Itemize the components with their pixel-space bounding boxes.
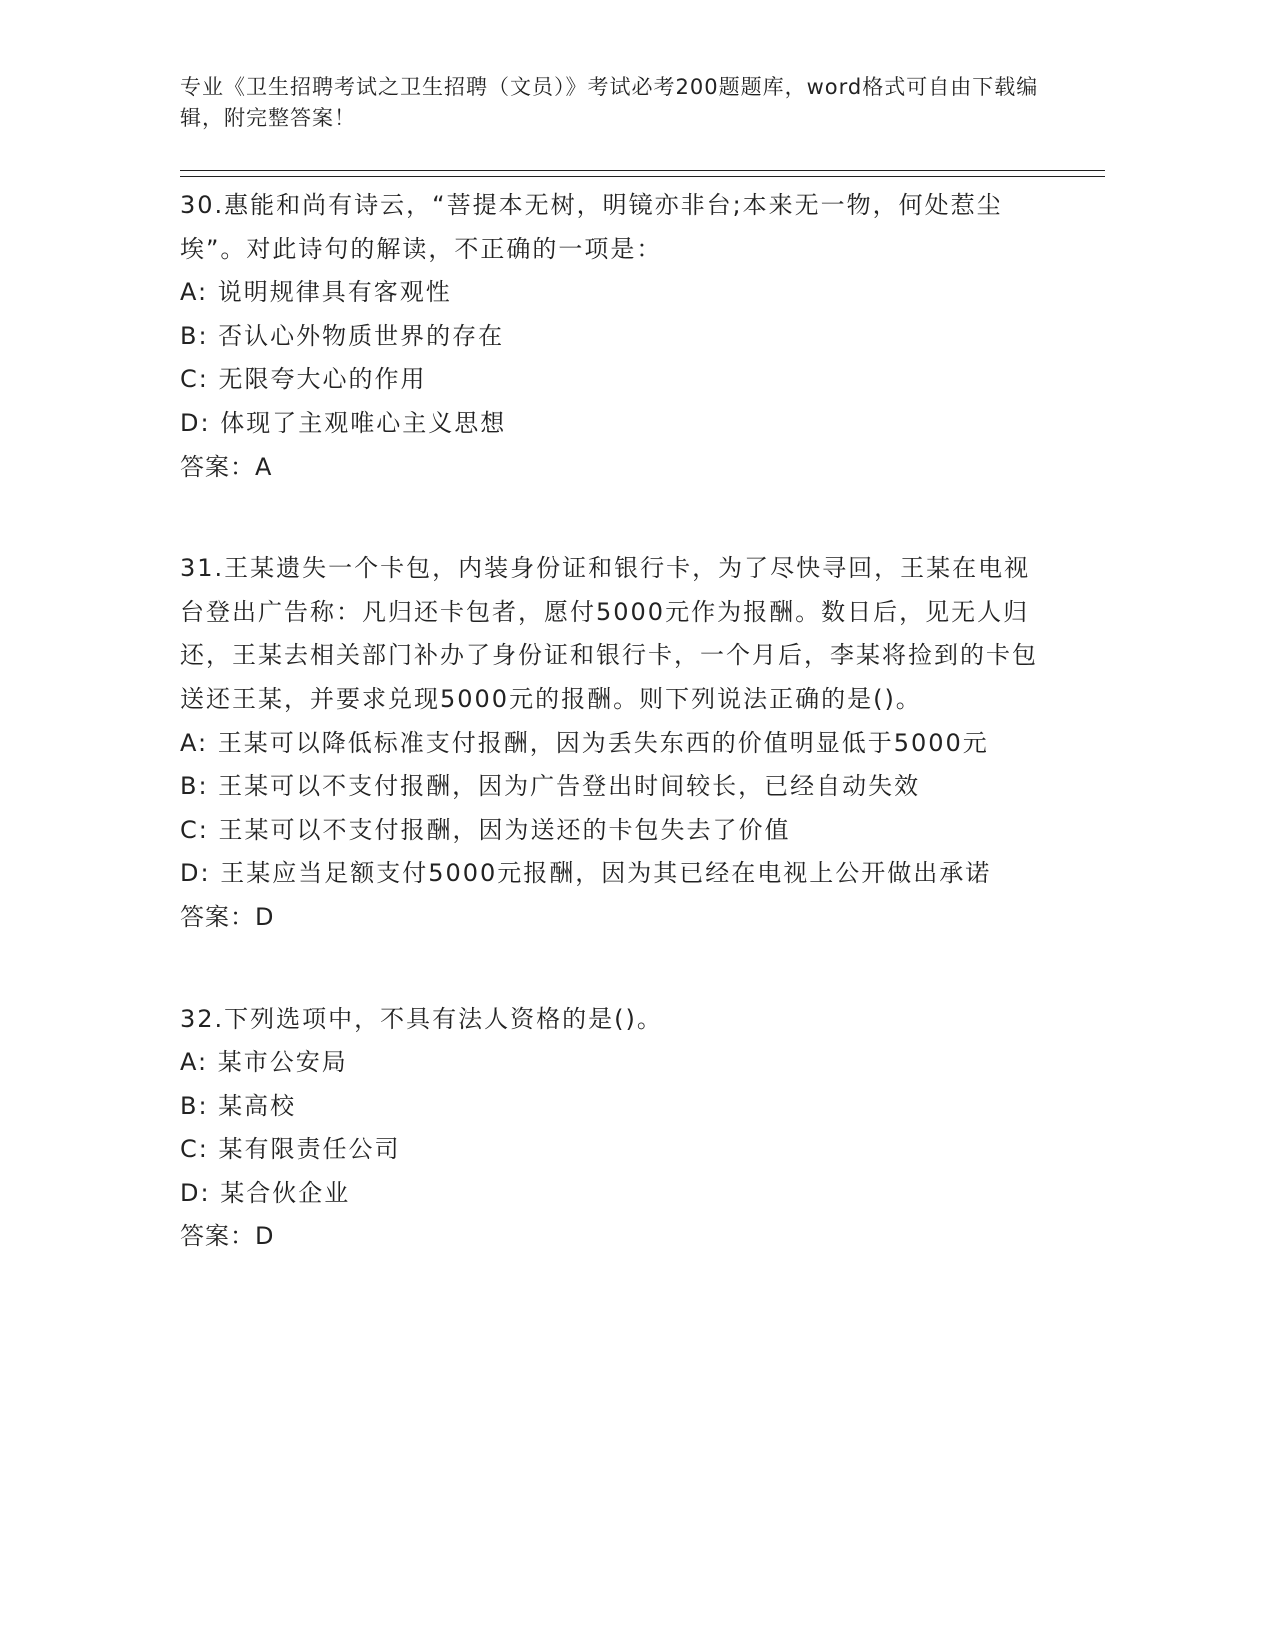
question-stem: 30.惠能和尚有诗云，“菩提本无树，明镜亦非台;本来无一物，何处惹尘埃”。对此诗句的解读，不正确的一项是： (180, 191, 1003, 263)
document-header: 专业《卫生招聘考试之卫生招聘（文员）》考试必考200题题库，word格式可自由下载编辑，附完整答案！ (180, 75, 1039, 130)
option-d: D: 体现了主观唯心主义思想 (180, 408, 507, 437)
option-a: A: 说明规律具有客观性 (180, 278, 452, 307)
option-a: A: 王某可以降低标准支付报酬，因为丢失东西的价值明显低于5000元 (180, 728, 989, 757)
question-stem: 32.下列选项中，不具有法人资格的是()。 (180, 1004, 663, 1033)
header-divider-bottom (180, 176, 1105, 177)
option-d: D: 某合伙企业 (180, 1178, 351, 1207)
option-b: B: 王某可以不支付报酬，因为广告登出时间较长，已经自动失效 (180, 772, 921, 801)
question-30 (180, 184, 1040, 489)
option-b: B: 某高校 (180, 1091, 297, 1120)
question-31 (180, 547, 1040, 939)
option-c: C: 无限夸大心的作用 (180, 365, 427, 394)
question-32 (180, 998, 1040, 1260)
option-c: C: 某有限责任公司 (180, 1135, 401, 1164)
answer-label: 答案：D (180, 902, 275, 931)
answer-label: 答案：A (180, 452, 273, 481)
answer-label: 答案：D (180, 1222, 275, 1251)
option-c: C: 王某可以不支付报酬，因为送还的卡包失去了价值 (180, 815, 791, 844)
option-d: D: 王某应当足额支付5000元报酬，因为其已经在电视上公开做出承诺 (180, 859, 992, 888)
option-b: B: 否认心外物质世界的存在 (180, 321, 505, 350)
option-a: A: 某市公安局 (180, 1048, 348, 1077)
header-divider-top (180, 170, 1105, 171)
question-list (180, 184, 1040, 1317)
question-stem: 31.王某遗失一个卡包，内装身份证和银行卡，为了尽快寻回，王某在电视台登出广告称：凡归还卡包者，愿付5000元作为报酬。数日后，见无人归还，王某去相关部门补办了身份证和银行卡，一个月后，李某将捡到的卡包送还王某，并要求兑现5000元的报酬。则下列说法正确的是()。 (180, 554, 1038, 713)
